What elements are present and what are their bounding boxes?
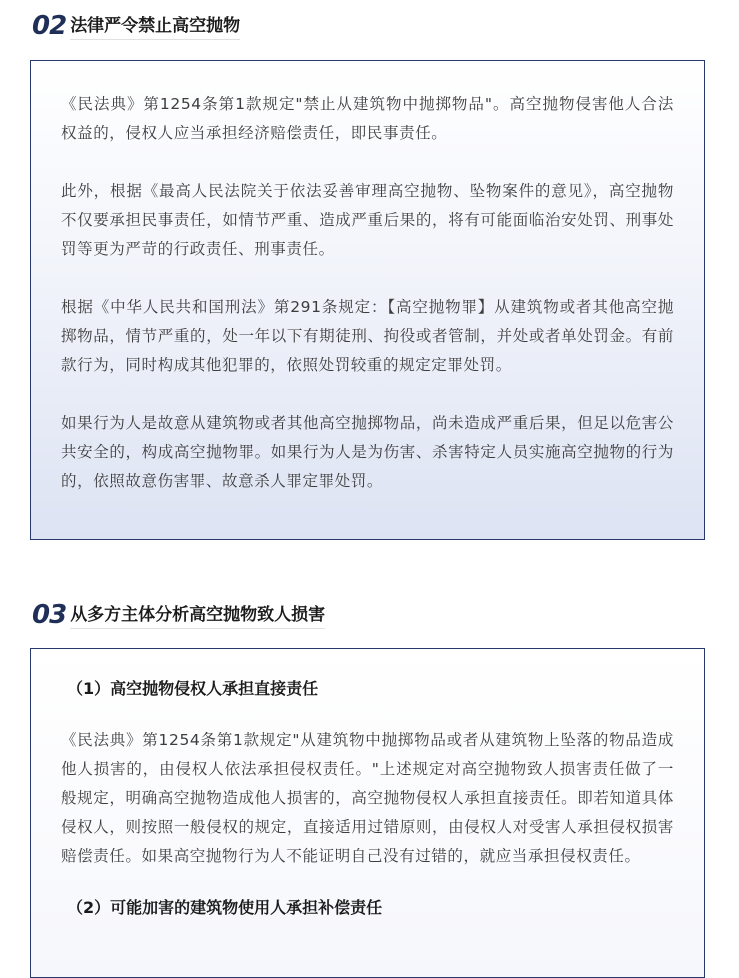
paragraph: 《民法典》第1254条第1款规定"从建筑物中抛掷物品或者从建筑物上坠落的物品造成他人损害的，由侵权人依法承担侵权责任。"上述规定对高空抛物致人损害责任做了一般规定，明确高空抛物造成他人损害的，高空抛物侵权人承担直接责任。即若知道具体侵权人，则按照一般侵权的规定，直接适用过错原则，由侵权人对受害人承担侵权损害赔偿责任。如果高空抛物行为人不能证明自己没有过错的，就应当承担侵权责任。 — [61, 731, 674, 865]
section-number: 02 — [32, 11, 67, 41]
paragraph: 《民法典》第1254条第1款规定"禁止从建筑物中抛掷物品"。高空抛物侵害他人合法权益的，侵权人应当承担经济赔偿责任，即民事责任。 — [61, 95, 674, 142]
paragraph: 根据《中华人民共和国刑法》第291条规定：【高空抛物罪】从建筑物或者其他高空抛掷物品，情节严重的，处一年以下有期徒刑、拘役或者管制，并处或者单处罚金。有前款行为，同时构成其他犯罪的，依照处罚较重的规定定罪处罚。 — [61, 298, 674, 374]
section-03-content-box — [30, 648, 705, 978]
section-03-header — [32, 601, 325, 629]
section-title: 法律严令禁止高空抛物 — [70, 15, 240, 40]
paragraph: 如果行为人是故意从建筑物或者其他高空抛掷物品，尚未造成严重后果，但足以危害公共安全的，构成高空抛物罪。如果行为人是为伤害、杀害特定人员实施高空抛物的行为的，依照故意伤害罪、故意杀人罪定罪处罚。 — [61, 414, 674, 490]
subheading: （2）可能加害的建筑物使用人承担补偿责任 — [67, 898, 383, 917]
paragraph: 此外，根据《最高人民法院关于依法妥善审理高空抛物、坠物案件的意见》，高空抛物不仅要承担民事责任，如情节严重、造成严重后果的，将有可能面临治安处罚、刑事处罚等更为严苛的行政责任、刑事责任。 — [61, 182, 674, 258]
subheading: （1）高空抛物侵权人承担直接责任 — [67, 679, 319, 698]
section-title: 从多方主体分析高空抛物致人损害 — [70, 604, 325, 629]
section-02-content-box — [30, 60, 705, 540]
section-number: 03 — [32, 600, 67, 630]
section-02-header — [32, 12, 240, 40]
